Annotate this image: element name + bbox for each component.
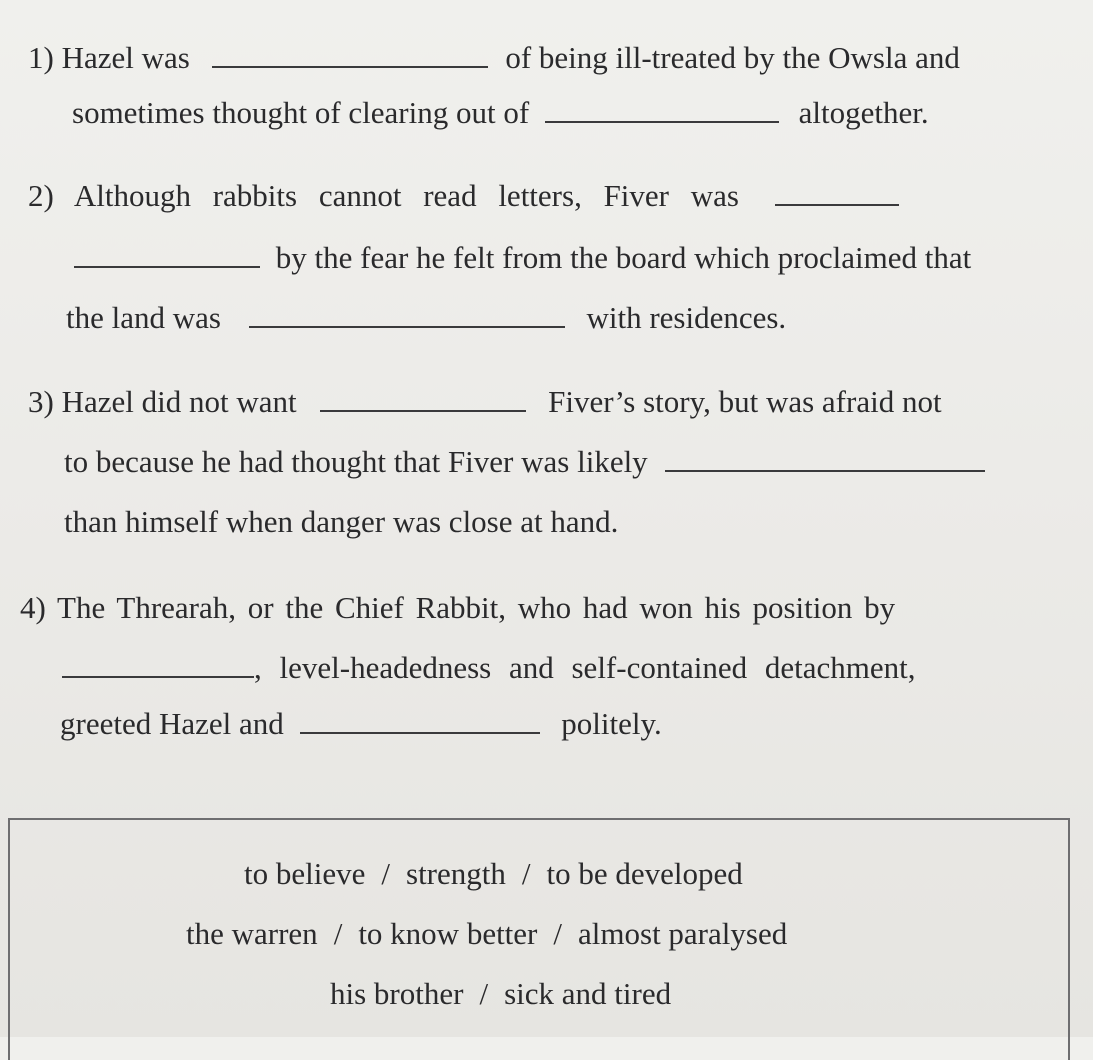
q2-line2 (74, 240, 971, 276)
q4-line3 (60, 706, 662, 742)
q1-blank-1[interactable] (212, 40, 488, 68)
q3-blank-1[interactable] (320, 384, 526, 412)
q4-text-a: 4) The Threarah, or the Chief Rabbit, who had won his position by (20, 590, 896, 625)
q3-blank-2[interactable] (665, 444, 985, 472)
q3-line1 (28, 384, 942, 420)
word-separator: / (333, 916, 343, 951)
word-option[interactable]: strength (406, 856, 506, 891)
word-box (8, 818, 1070, 1060)
word-option[interactable]: sick and tired (504, 976, 672, 1011)
word-option[interactable]: the warren (186, 916, 318, 951)
q2-text-d: with residences. (586, 300, 787, 335)
word-separator: / (479, 976, 489, 1011)
q4-blank-2[interactable] (300, 706, 540, 734)
word-box-row-1 (244, 856, 743, 892)
q1-text-d: altogether. (798, 95, 929, 130)
q4-text-c: greeted Hazel and (60, 706, 284, 741)
q1-line2 (72, 95, 929, 131)
q1-text-c: sometimes thought of clearing out of (72, 95, 530, 130)
q3-text-b: Fiver’s story, but was afraid not (548, 384, 942, 419)
word-box-row-3 (330, 976, 671, 1012)
q3-text-a: 3) Hazel did not want (28, 384, 297, 419)
word-box-row-2 (186, 916, 787, 952)
q4-text-d: politely. (561, 706, 662, 741)
q4-line2 (62, 650, 915, 686)
q4-text-b: , level-headedness and self-contained detachment, (254, 650, 916, 685)
q3-line3 (64, 504, 618, 540)
q2-blank-2[interactable] (249, 300, 565, 328)
word-option[interactable]: to be developed (546, 856, 743, 891)
word-separator: / (381, 856, 390, 891)
q1-line1 (28, 40, 960, 76)
word-option[interactable]: his brother (330, 976, 464, 1011)
q2-blank-1b[interactable] (74, 240, 260, 268)
q4-blank-1[interactable] (62, 650, 254, 678)
q1-blank-2[interactable] (545, 95, 779, 123)
word-separator: / (521, 856, 531, 891)
q2-text-a: 2) Although rabbits cannot read letters, Fiver was (28, 178, 739, 213)
word-separator: / (553, 916, 563, 951)
q2-line3 (66, 300, 786, 336)
q2-line1 (28, 178, 899, 214)
word-option[interactable]: almost paralysed (578, 916, 788, 951)
q2-text-c: the land was (66, 300, 221, 335)
q4-line1 (20, 590, 895, 626)
q3-text-d: than himself when danger was close at hand. (64, 504, 619, 539)
word-option[interactable]: to know better (358, 916, 538, 951)
q3-text-c: to because he had thought that Fiver was likely (64, 444, 648, 479)
word-option[interactable]: to believe (244, 856, 366, 891)
q1-text-a: 1) Hazel was (28, 40, 190, 75)
q3-line2 (64, 444, 985, 480)
q1-text-b: of being ill-treated by the Owsla and (505, 40, 960, 75)
q2-text-b: by the fear he felt from the board which proclaimed that (275, 240, 972, 275)
q2-blank-1a[interactable] (775, 178, 899, 206)
